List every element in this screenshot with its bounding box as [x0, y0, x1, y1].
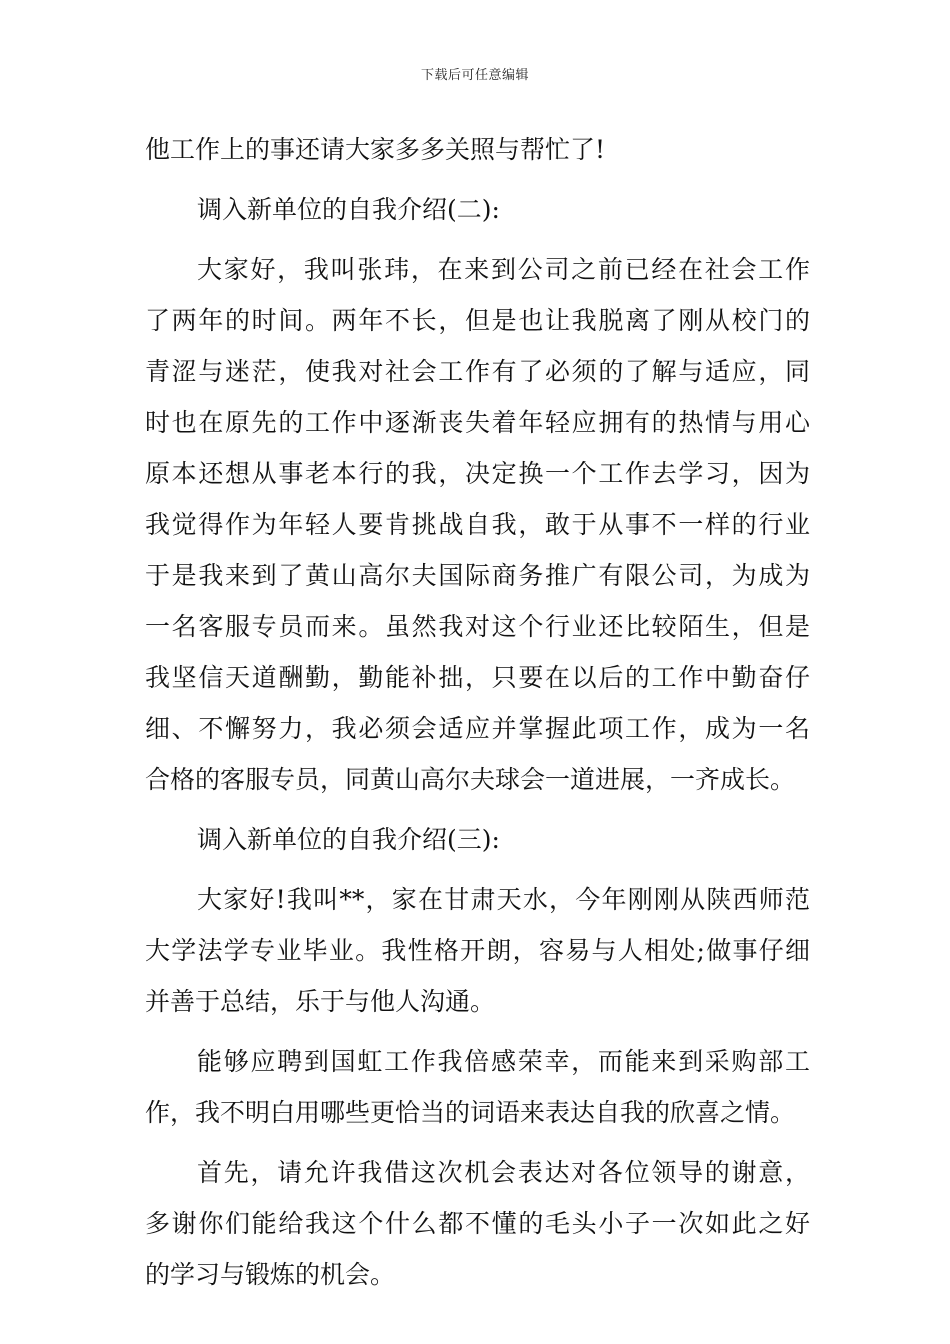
text-line: 的学习与锻炼的机会。 — [145, 1260, 396, 1289]
text-line: 大学法学专业毕业。我性格开朗，容易与人相处;做事仔细 — [145, 936, 810, 965]
text-line: 我觉得作为年轻人要肯挑战自我，敢于从事不一样的行业 — [145, 510, 810, 539]
section-heading-3 — [145, 814, 810, 865]
paragraph-intro-2 — [145, 244, 810, 805]
text-line: 调入新单位的自我介绍(三): — [197, 825, 500, 854]
text-line: 作，我不明白用哪些更恰当的词语来表达自我的欣喜之情。 — [145, 1098, 796, 1127]
page-header-note: 下载后可任意编辑 — [420, 68, 529, 83]
text-line: 他工作上的事还请大家多多关照与帮忙了! — [145, 135, 606, 164]
text-line: 时也在原先的工作中逐渐丧失着年轻应拥有的热情与用心 — [145, 408, 810, 437]
text-line: 多谢你们能给我这个什么都不懂的毛头小子一次如此之好 — [145, 1209, 810, 1238]
text-line: 我坚信天道酬勤，勤能补拙，只要在以后的工作中勤奋仔 — [145, 663, 810, 692]
section-heading-2 — [145, 184, 810, 235]
document-body — [145, 124, 810, 1300]
text-line: 细、不懈努力，我必须会适应并掌握此项工作，成为一名 — [145, 714, 810, 743]
text-line: 原本还想从事老本行的我，决定换一个工作去学习，因为 — [145, 459, 810, 488]
text-line: 并善于总结，乐于与他人沟通。 — [145, 987, 496, 1016]
text-line: 调入新单位的自我介绍(二): — [197, 195, 500, 224]
paragraph-gratitude — [145, 1036, 810, 1138]
paragraph-intro-3 — [145, 874, 810, 1027]
text-line: 一名客服专员而来。虽然我对这个行业还比较陌生，但是 — [145, 612, 810, 641]
text-line: 了两年的时间。两年不长，但是也让我脱离了刚从校门的 — [145, 306, 810, 335]
text-line: 合格的客服专员，同黄山高尔夫球会一道进展，一齐成长。 — [145, 765, 796, 794]
paragraph-thanks — [145, 1147, 810, 1300]
text-line: 能够应聘到国虹工作我倍感荣幸，而能来到采购部工 — [197, 1047, 810, 1076]
text-line: 于是我来到了黄山高尔夫国际商务推广有限公司，为成为 — [145, 561, 810, 590]
text-line: 大家好!我叫**，家在甘肃天水，今年刚刚从陕西师范 — [197, 885, 810, 914]
text-line: 首先，请允许我借这次机会表达对各位领导的谢意， — [197, 1158, 810, 1187]
text-line: 大家好，我叫张玮，在来到公司之前已经在社会工作 — [197, 255, 810, 284]
paragraph-closing — [145, 124, 810, 175]
text-line: 青涩与迷茫，使我对社会工作有了必须的了解与适应，同 — [145, 357, 810, 386]
